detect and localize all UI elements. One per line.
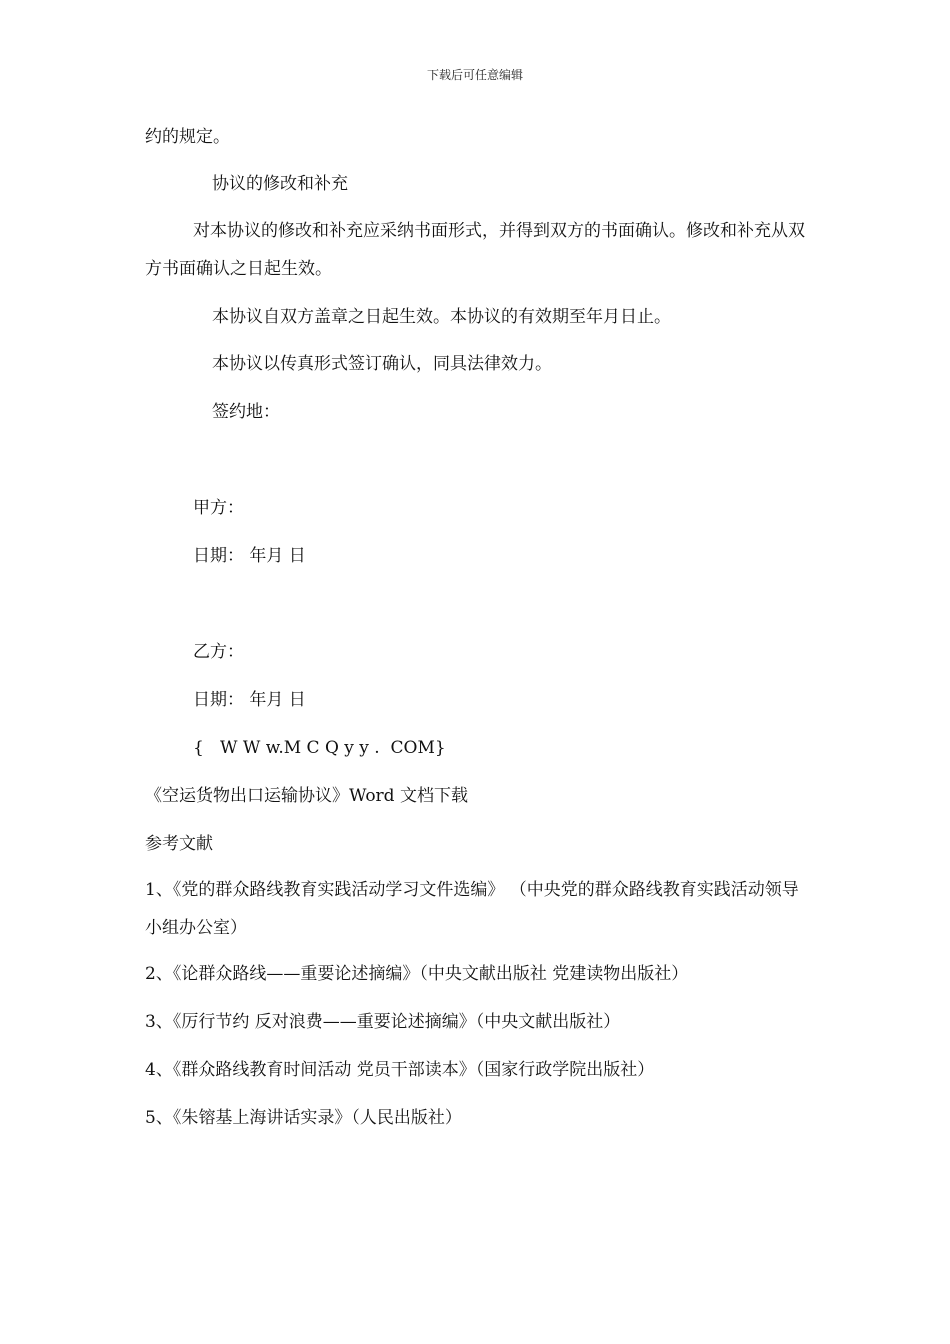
reference-item: 3、《厉行节约 反对浪费——重要论述摘编》（中央文献出版社） [145,1012,621,1032]
references-title: 参考文献 [145,834,213,854]
download-link[interactable]: 《空运货物出口运输协议》Word 文档下载 [145,786,468,806]
party-a-date: 日期： 年月 日 [193,546,306,566]
reference-item: 4、《群众路线教育时间活动 党员干部读本》（国家行政学院出版社） [145,1060,655,1080]
party-b-date: 日期： 年月 日 [193,690,306,710]
paragraph-modification: 对本协议的修改和补充应采纳书面形式，并得到双方的书面确认。修改和补充从双方书面确认之日起生效。 [145,221,805,279]
reference-item: 2、《论群众路线——重要论述摘编》（中央文献出版社 党建读物出版社） [145,964,689,984]
paragraph-fax: 本协议以传真形式签订确认，同具法律效力。 [212,354,552,374]
page-header: 下载后可任意编辑 [426,68,523,82]
reference-item: 5、《朱镕基上海讲话实录》（人民出版社） [145,1108,462,1128]
party-b-label: 乙方： [193,642,244,662]
signing-place: 签约地： [212,402,280,422]
section-heading: 协议的修改和补充 [212,174,348,194]
paragraph-effective: 本协议自双方盖章之日起生效。本协议的有效期至年月日止。 [212,307,671,327]
party-a-label: 甲方： [193,498,244,518]
paragraph-continuation: 约的规定。 [145,127,230,147]
reference-item: 1、《党的群众路线教育实践活动学习文件选编》 （中央党的群众路线教育实践活动领导小组办公室） [145,880,799,938]
website-text: { W W w.M C Q y y . COM} [193,738,446,758]
